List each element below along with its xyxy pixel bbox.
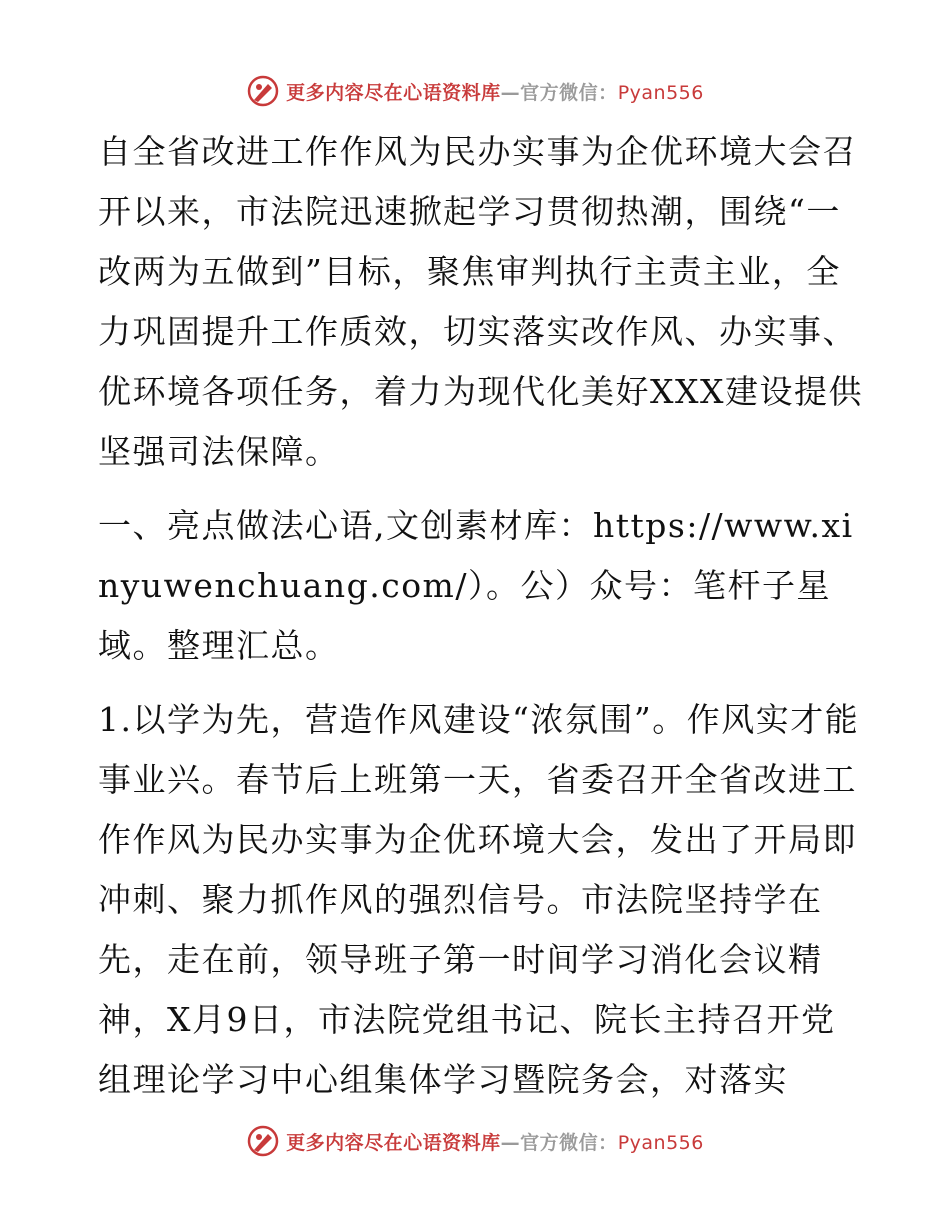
document-body — [98, 122, 868, 1110]
banner-wechat-label: —官方微信： — [500, 81, 618, 104]
header-banner-text — [286, 78, 704, 105]
banner-library-name: 更多内容尽在心语资料库 — [286, 81, 501, 104]
banner-wechat-id: Pyan556 — [617, 1131, 704, 1154]
pen-nib-logo-icon — [246, 1124, 280, 1158]
paragraph-intro: 自全省改进工作作风为民办实事为企优环境大会召开以来，市法院迅速掀起学习贯彻热潮，围绕“一改两为五做到”目标，聚焦审判执行主责主业，全力巩固提升工作质效，切实落实改作风、办实事、优环境各项任务，着力为现代化美好XXX建设提供坚强司法保障。 — [98, 132, 863, 471]
footer-banner-text — [286, 1128, 704, 1155]
pen-nib-logo-icon — [246, 74, 280, 108]
paragraph-section-heading: 一、亮点做法心语,文创素材库：https://www.xinyuwenchuang.com/）。公）众号：笔杆子星域。整理汇总。 — [98, 506, 854, 665]
footer-banner — [0, 1121, 950, 1161]
paragraph-point-one: 1.以学为先，营造作风建设“浓氛围”。作风实才能事业兴。春节后上班第一天，省委召开全省改进工作作风为民办实事为企优环境大会，发出了开局即冲刺、聚力抓作风的强烈信号。市法院坚持学在先，走在前，领导班子第一时间学习消化会议精神，X月9日，市法院党组书记、院长主持召开党组理论学习中心组集体学习暨院务会，对落实 — [98, 700, 860, 1099]
banner-library-name: 更多内容尽在心语资料库 — [286, 1131, 501, 1154]
banner-wechat-label: —官方微信： — [500, 1131, 618, 1154]
banner-wechat-id: Pyan556 — [617, 81, 704, 104]
header-banner — [0, 71, 950, 111]
